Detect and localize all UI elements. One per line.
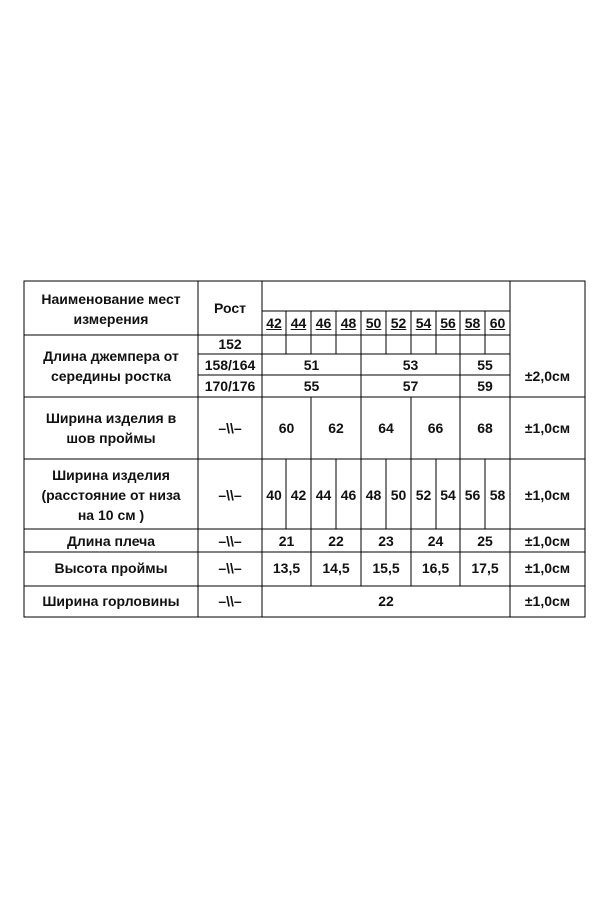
size-header: 60 — [489, 315, 506, 331]
product-width-value: 46 — [340, 487, 357, 503]
product-width-value: 56 — [464, 487, 481, 503]
shoulder-length-value: 23 — [378, 533, 394, 549]
armhole-width-value: 62 — [328, 420, 344, 436]
armhole-height-value: 13,5 — [272, 560, 301, 576]
size-header: 48 — [340, 315, 357, 331]
tolerance-neck-width: ±1,0см — [524, 593, 571, 609]
tolerance-product-width: ±1,0см — [524, 487, 571, 503]
size-header: 46 — [315, 315, 332, 331]
height-same-mark: –\\– — [218, 533, 242, 549]
product-width-value: 44 — [315, 487, 332, 503]
height-same-mark: –\\– — [218, 560, 242, 576]
tolerance-armhole-height: ±1,0см — [524, 560, 571, 576]
product-width-value: 40 — [266, 487, 282, 503]
jumper-length-value: 55 — [303, 378, 320, 394]
row-label-jumper-length-line1: Длина джемпера от — [43, 348, 179, 364]
size-header: 58 — [464, 315, 481, 331]
armhole-width-value: 60 — [278, 420, 295, 436]
row-label-shoulder-length: Длина плеча — [66, 533, 156, 549]
header-name-line1: Наименование мест — [41, 291, 181, 307]
armhole-height-value: 15,5 — [372, 560, 400, 576]
shoulder-length-value: 21 — [278, 533, 295, 549]
armhole-width-value: 68 — [477, 420, 493, 436]
shoulder-length-value: 24 — [427, 533, 444, 549]
jumper-length-value: 53 — [402, 357, 419, 373]
tolerance-shoulder-length: ±1,0см — [524, 533, 571, 549]
height-same-mark: –\\– — [218, 420, 242, 436]
product-width-value: 54 — [440, 487, 456, 503]
armhole-height-value: 17,5 — [471, 560, 499, 576]
jumper-length-value: 55 — [477, 357, 493, 373]
row-label-armhole-width-line1: Ширина изделия в — [45, 410, 177, 426]
shoulder-length-value: 25 — [477, 533, 493, 549]
size-header: 50 — [365, 315, 382, 331]
armhole-height-value: 14,5 — [322, 560, 350, 576]
height-same-mark: –\\– — [218, 593, 242, 609]
product-width-value: 50 — [390, 487, 407, 503]
product-width-value: 58 — [489, 487, 506, 503]
neck-width-value: 22 — [378, 593, 394, 609]
header-name-line2: измерения — [73, 311, 149, 327]
height-same-mark: –\\– — [218, 487, 242, 503]
product-width-value: 48 — [365, 487, 382, 503]
header-height-label: Рост — [214, 300, 246, 316]
row-label-product-width-line3: на 10 см ) — [77, 507, 145, 523]
row-label-jumper-length-line2: середины ростка — [50, 368, 172, 384]
tolerance-jumper-length: ±2,0см — [524, 368, 571, 384]
row-label-armhole-height: Высота проймы — [54, 560, 168, 576]
size-header: 52 — [390, 315, 407, 331]
row-label-product-width-line1: Ширина изделия — [52, 467, 170, 483]
size-header: 54 — [415, 315, 432, 331]
product-width-value: 52 — [415, 487, 432, 503]
size-header: 42 — [266, 315, 282, 331]
size-header: 56 — [440, 315, 456, 331]
product-width-value: 42 — [290, 487, 307, 503]
shoulder-length-value: 22 — [328, 533, 344, 549]
height-152: 152 — [218, 336, 242, 352]
tolerance-armhole-width: ±1,0см — [524, 420, 571, 436]
jumper-length-value: 57 — [402, 378, 419, 394]
row-label-neck-width: Ширина горловины — [42, 593, 180, 609]
armhole-height-value: 16,5 — [421, 560, 450, 576]
jumper-length-value: 59 — [477, 378, 493, 394]
size-header: 44 — [290, 315, 307, 331]
height-170-176: 170/176 — [204, 378, 256, 394]
armhole-width-value: 64 — [378, 420, 394, 436]
height-158-164: 158/164 — [204, 357, 256, 373]
row-label-armhole-width-line2: шов проймы — [66, 430, 156, 446]
row-label-product-width-line2: (расстояние от низа — [41, 487, 181, 503]
armhole-width-value: 66 — [427, 420, 444, 436]
jumper-length-value: 51 — [303, 357, 320, 373]
